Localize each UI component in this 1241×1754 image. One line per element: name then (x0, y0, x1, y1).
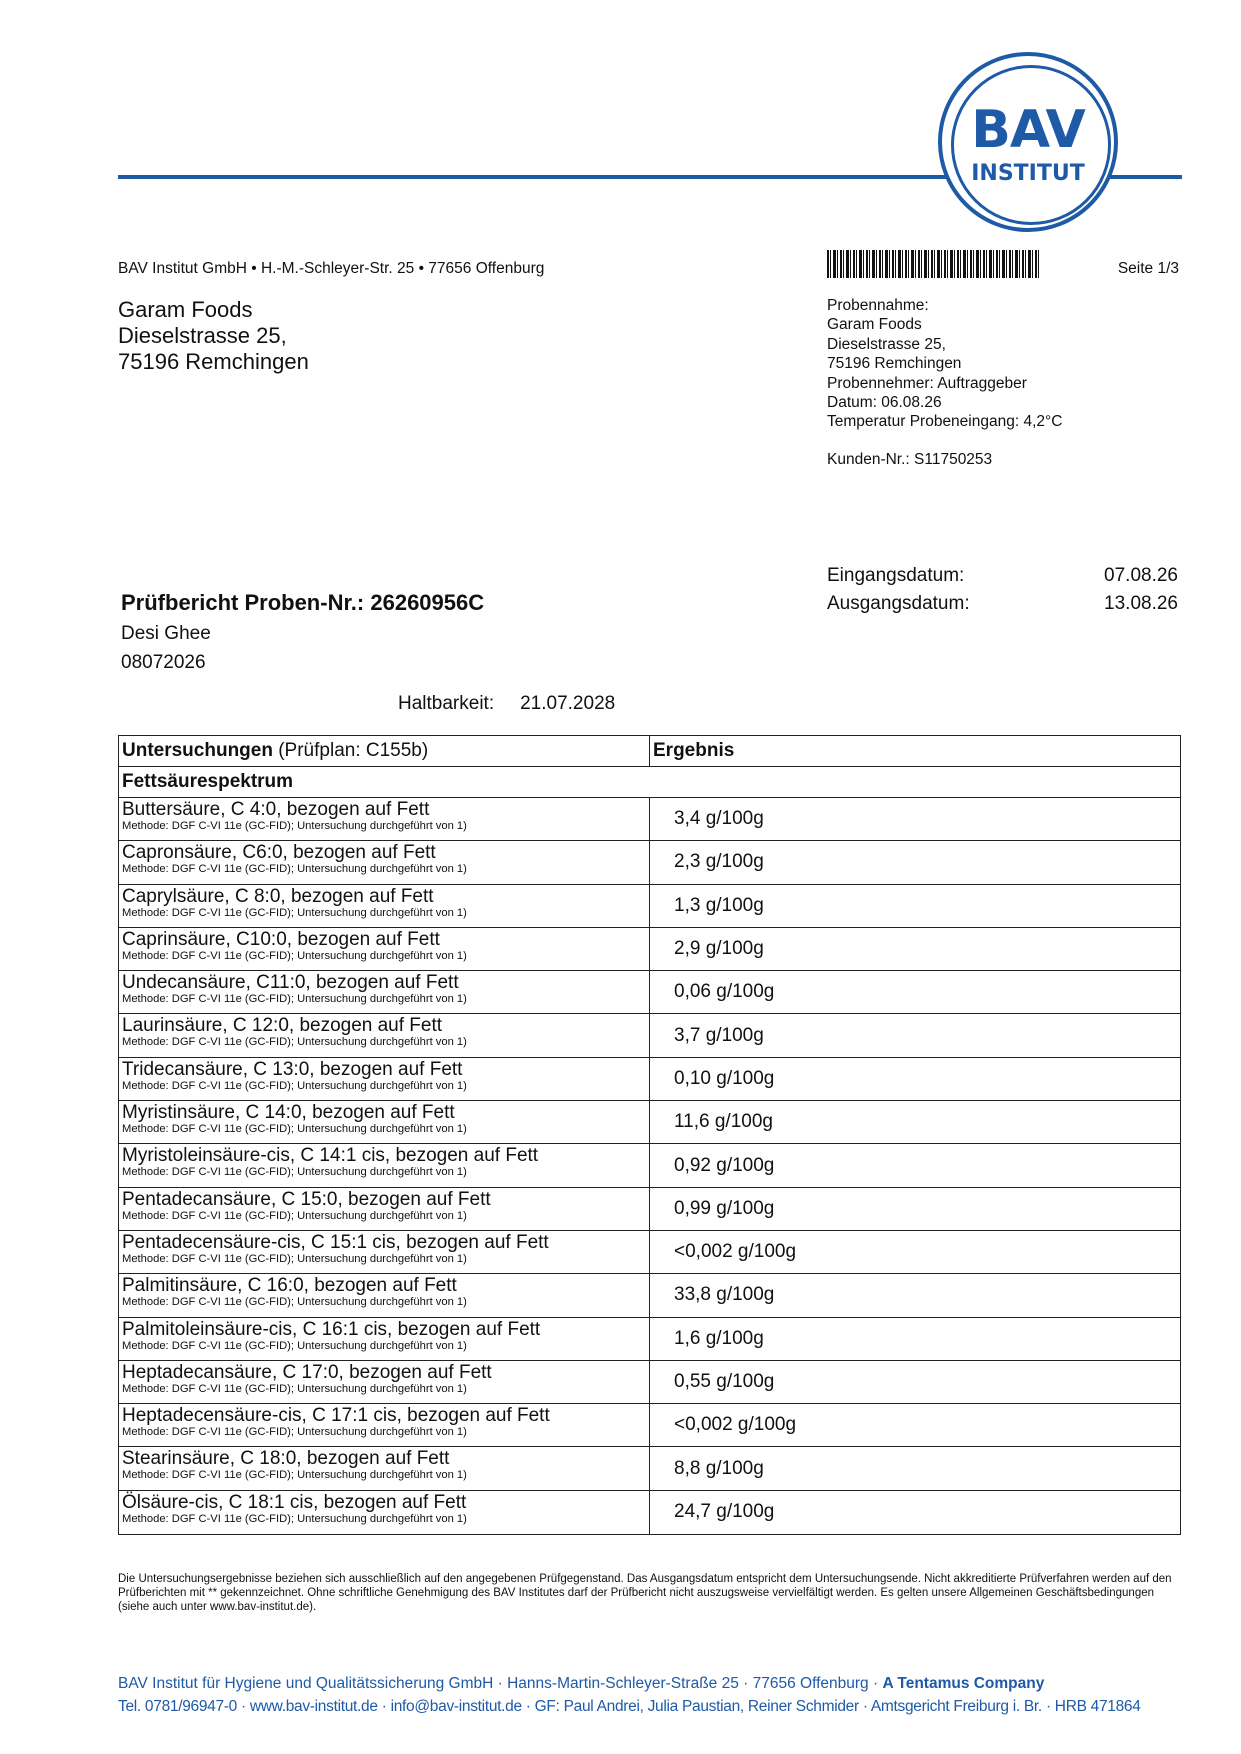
sampling-label: Probennahme: (827, 297, 929, 314)
row-test-name: Heptadecensäure-cis, C 17:1 cis, bezogen auf Fett (122, 1405, 550, 1427)
table-row (119, 1231, 1180, 1274)
disclaimer: Die Untersuchungsergebnisse beziehen sich ausschließlich auf den angegebenen Prüfgegenstand. Das Ausgangsdatum entspricht dem Untersuchungsende. Nicht akkreditierte Prüfverfahren werden auf den Prüfberichten mit ** gekennzeichnet. Ohne schriftliche Genehmigung des BAV Institutes darf der Prüfbericht nicht auszugsweise vervielfältigt werden. Es gelten unsere Allgemeinen Geschäftsbedingungen (siehe auch unter www.bav-institut.de). (118, 1573, 1172, 1613)
row-method: Methode: DGF C-VI 11e (GC-FID); Untersuchung durchgeführt von 1) (122, 1252, 467, 1265)
row-test (119, 928, 650, 970)
results-table (118, 735, 1181, 1535)
row-method: Methode: DGF C-VI 11e (GC-FID); Untersuchung durchgeführt von 1) (122, 1382, 467, 1395)
row-result: 0,99 g/100g (674, 1197, 775, 1219)
row-test (119, 798, 650, 840)
product-name: Desi Ghee (121, 623, 211, 644)
row-method: Methode: DGF C-VI 11e (GC-FID); Untersuchung durchgeführt von 1) (122, 1079, 467, 1092)
footer-company (118, 1675, 1044, 1693)
row-test (119, 1404, 650, 1446)
header-result: Ergebnis (653, 740, 735, 761)
row-test-name: Myristoleinsäure-cis, C 14:1 cis, bezogen auf Fett (122, 1145, 539, 1167)
row-result: 2,3 g/100g (674, 851, 764, 873)
row-result: 3,4 g/100g (674, 808, 764, 830)
recipient-address (118, 297, 309, 375)
row-test (119, 1058, 650, 1100)
row-result: 0,55 g/100g (674, 1371, 775, 1392)
row-method: Methode: DGF C-VI 11e (GC-FID); Untersuchung durchgeführt von 1) (122, 1296, 467, 1309)
logo-text-bav: BAV (971, 100, 1085, 160)
row-test (119, 1491, 650, 1534)
logo-text-institut: INSTITUT (971, 161, 1085, 186)
table-row (119, 1491, 1180, 1534)
row-test-name: Laurinsäure, C 12:0, bezogen auf Fett (122, 1015, 443, 1037)
row-method: Methode: DGF C-VI 11e (GC-FID); Untersuchung durchgeführt von 1) (122, 993, 467, 1006)
page-number: Seite 1/3 (1117, 260, 1179, 277)
lot-number: 08072026 (121, 652, 206, 673)
row-test (119, 1231, 650, 1273)
row-method: Methode: DGF C-VI 11e (GC-FID); Untersuchung durchgeführt von 1) (122, 1512, 467, 1525)
row-test (119, 1014, 650, 1056)
footer-contact: Tel. 0781/96947-0 · www.bav-institut.de · info@bav-institut.de · GF: Paul Andrei, Julia Paustian, Reiner Schmider · Amtsgericht Freiburg i. Br. · HRB 471864 (118, 1698, 1141, 1715)
table-header (119, 736, 1180, 767)
row-method: Methode: DGF C-VI 11e (GC-FID); Untersuchung durchgeführt von 1) (122, 1426, 467, 1439)
header-test-plan: (Prüfplan: C155b) (272, 740, 429, 761)
row-result: 2,9 g/100g (674, 938, 764, 960)
row-result: 0,10 g/100g (674, 1067, 775, 1089)
row-test-name: Palmitoleinsäure-cis, C 16:1 cis, bezogen auf Fett (122, 1318, 541, 1340)
sender-line: BAV Institut GmbH • H.-M.-Schleyer-Str. 25 • 77656 Offenburg (118, 260, 545, 277)
table-row (119, 1404, 1180, 1447)
row-result: 0,92 g/100g (674, 1154, 775, 1176)
row-method: Methode: DGF C-VI 11e (GC-FID); Untersuchung durchgeführt von 1) (122, 820, 467, 832)
row-test (119, 1188, 650, 1230)
received-value: 07.08.26 (1104, 565, 1178, 586)
section-fatty-acid-spectrum: Fettsäurespektrum (119, 767, 1180, 798)
row-test-name: Capronsäure, C6:0, bezogen auf Fett (122, 842, 436, 864)
row-test (119, 1144, 650, 1186)
table-row (119, 1447, 1180, 1490)
row-result: 0,06 g/100g (674, 981, 775, 1003)
footer-company-text: BAV Institut für Hygiene und Qualitätssicherung GmbH · Hanns-Martin-Schleyer-Straße 25 · 77656 Offenburg · (118, 1675, 883, 1692)
row-method: Methode: DGF C-VI 11e (GC-FID); Untersuchung durchgeführt von 1) (122, 1123, 467, 1136)
row-result: 24,7 g/100g (674, 1501, 775, 1523)
row-test-name: Caprinsäure, C10:0, bezogen auf Fett (122, 928, 440, 950)
row-test-name: Palmitinsäure, C 16:0, bezogen auf Fett (122, 1275, 457, 1297)
bav-logo (938, 52, 1118, 232)
header-examinations-bold: Untersuchungen (122, 740, 273, 761)
row-method: Methode: DGF C-VI 11e (GC-FID); Untersuchung durchgeführt von 1) (122, 863, 467, 876)
row-test (119, 1318, 650, 1360)
row-test (119, 1447, 650, 1489)
row-test (119, 885, 650, 927)
shelf-life-label: Haltbarkeit: (398, 693, 495, 714)
dates-block (827, 562, 1178, 618)
sampling-name: Garam Foods (827, 316, 922, 334)
row-result: <0,002 g/100g (674, 1241, 797, 1263)
customer-number: Kunden-Nr.: S11750253 (827, 451, 993, 468)
sampling-temperature: Temperatur Probeneingang: 4,2°C (827, 413, 1063, 431)
row-test-name: Stearinsäure, C 18:0, bezogen auf Fett (122, 1448, 450, 1470)
row-result: 11,6 g/100g (674, 1111, 773, 1133)
recipient-street: Dieselstrasse 25, (118, 323, 287, 348)
row-result: 1,6 g/100g (674, 1327, 764, 1349)
row-result: 33,8 g/100g (674, 1284, 775, 1306)
report-title: Prüfbericht Proben-Nr.: 26260956C (121, 590, 485, 615)
row-method: Methode: DGF C-VI 11e (GC-FID); Untersuchung durchgeführt von 1) (122, 1036, 467, 1049)
row-method: Methode: DGF C-VI 11e (GC-FID); Untersuchung durchgeführt von 1) (122, 1339, 467, 1352)
sampling-city: 75196 Remchingen (827, 355, 962, 373)
row-test-name: Undecansäure, C11:0, bezogen auf Fett (122, 972, 459, 994)
received-label: Eingangsdatum: (827, 565, 965, 586)
table-body (119, 798, 1180, 1534)
row-test-name: Pentadecansäure, C 15:0, bezogen auf Fett (122, 1188, 491, 1210)
table-row (119, 885, 1180, 928)
row-test-name: Ölsäure-cis, C 18:1 cis, bezogen auf Fett (122, 1491, 467, 1513)
header-examinations (119, 736, 650, 766)
row-test (119, 1361, 650, 1403)
row-method: Methode: DGF C-VI 11e (GC-FID); Untersuchung durchgeführt von 1) (122, 1469, 467, 1482)
table-row (119, 1101, 1180, 1144)
row-result: 8,8 g/100g (674, 1457, 764, 1479)
row-result: 3,7 g/100g (674, 1024, 764, 1046)
table-row (119, 1058, 1180, 1101)
sampling-street: Dieselstrasse 25, (827, 335, 946, 353)
shelf-life-value: 21.07.2028 (520, 693, 616, 714)
shelf-life (398, 693, 615, 715)
row-result: <0,002 g/100g (674, 1414, 797, 1436)
table-row (119, 1014, 1180, 1057)
table-row (119, 1188, 1180, 1231)
row-method: Methode: DGF C-VI 11e (GC-FID); Untersuchung durchgeführt von 1) (122, 949, 467, 962)
row-test-name: Caprylsäure, C 8:0, bezogen auf Fett (122, 885, 434, 907)
table-row (119, 841, 1180, 884)
sampling-info (827, 296, 1062, 432)
table-row (119, 1274, 1180, 1317)
issued-label: Ausgangsdatum: (827, 593, 970, 614)
row-test (119, 1101, 650, 1143)
issued-value: 13.08.26 (1104, 593, 1178, 614)
table-row (119, 798, 1180, 841)
row-test-name: Buttersäure, C 4:0, bezogen auf Fett (122, 799, 430, 820)
table-row (119, 1361, 1180, 1404)
row-test-name: Tridecansäure, C 13:0, bezogen auf Fett (122, 1058, 463, 1080)
recipient-name: Garam Foods (118, 297, 253, 322)
sampler: Probennehmer: Auftraggeber (827, 374, 1027, 392)
table-row (119, 971, 1180, 1014)
footer-tentamus: A Tentamus Company (882, 1675, 1045, 1692)
barcode (827, 250, 1039, 278)
sampling-date: Datum: 06.08.26 (827, 394, 942, 412)
row-method: Methode: DGF C-VI 11e (GC-FID); Untersuchung durchgeführt von 1) (122, 906, 467, 919)
row-test-name: Myristinsäure, C 14:0, bezogen auf Fett (122, 1102, 455, 1124)
row-test (119, 971, 650, 1013)
table-row (119, 1144, 1180, 1187)
row-test (119, 841, 650, 883)
row-method: Methode: DGF C-VI 11e (GC-FID); Untersuchung durchgeführt von 1) (122, 1166, 467, 1179)
row-test-name: Heptadecansäure, C 17:0, bezogen auf Fett (122, 1361, 492, 1383)
recipient-city: 75196 Remchingen (118, 349, 309, 374)
row-test (119, 1274, 650, 1316)
row-method: Methode: DGF C-VI 11e (GC-FID); Untersuchung durchgeführt von 1) (122, 1209, 467, 1222)
row-test-name: Pentadecensäure-cis, C 15:1 cis, bezogen auf Fett (122, 1231, 549, 1253)
table-row (119, 1318, 1180, 1361)
table-row (119, 928, 1180, 971)
row-result: 1,3 g/100g (674, 894, 764, 916)
